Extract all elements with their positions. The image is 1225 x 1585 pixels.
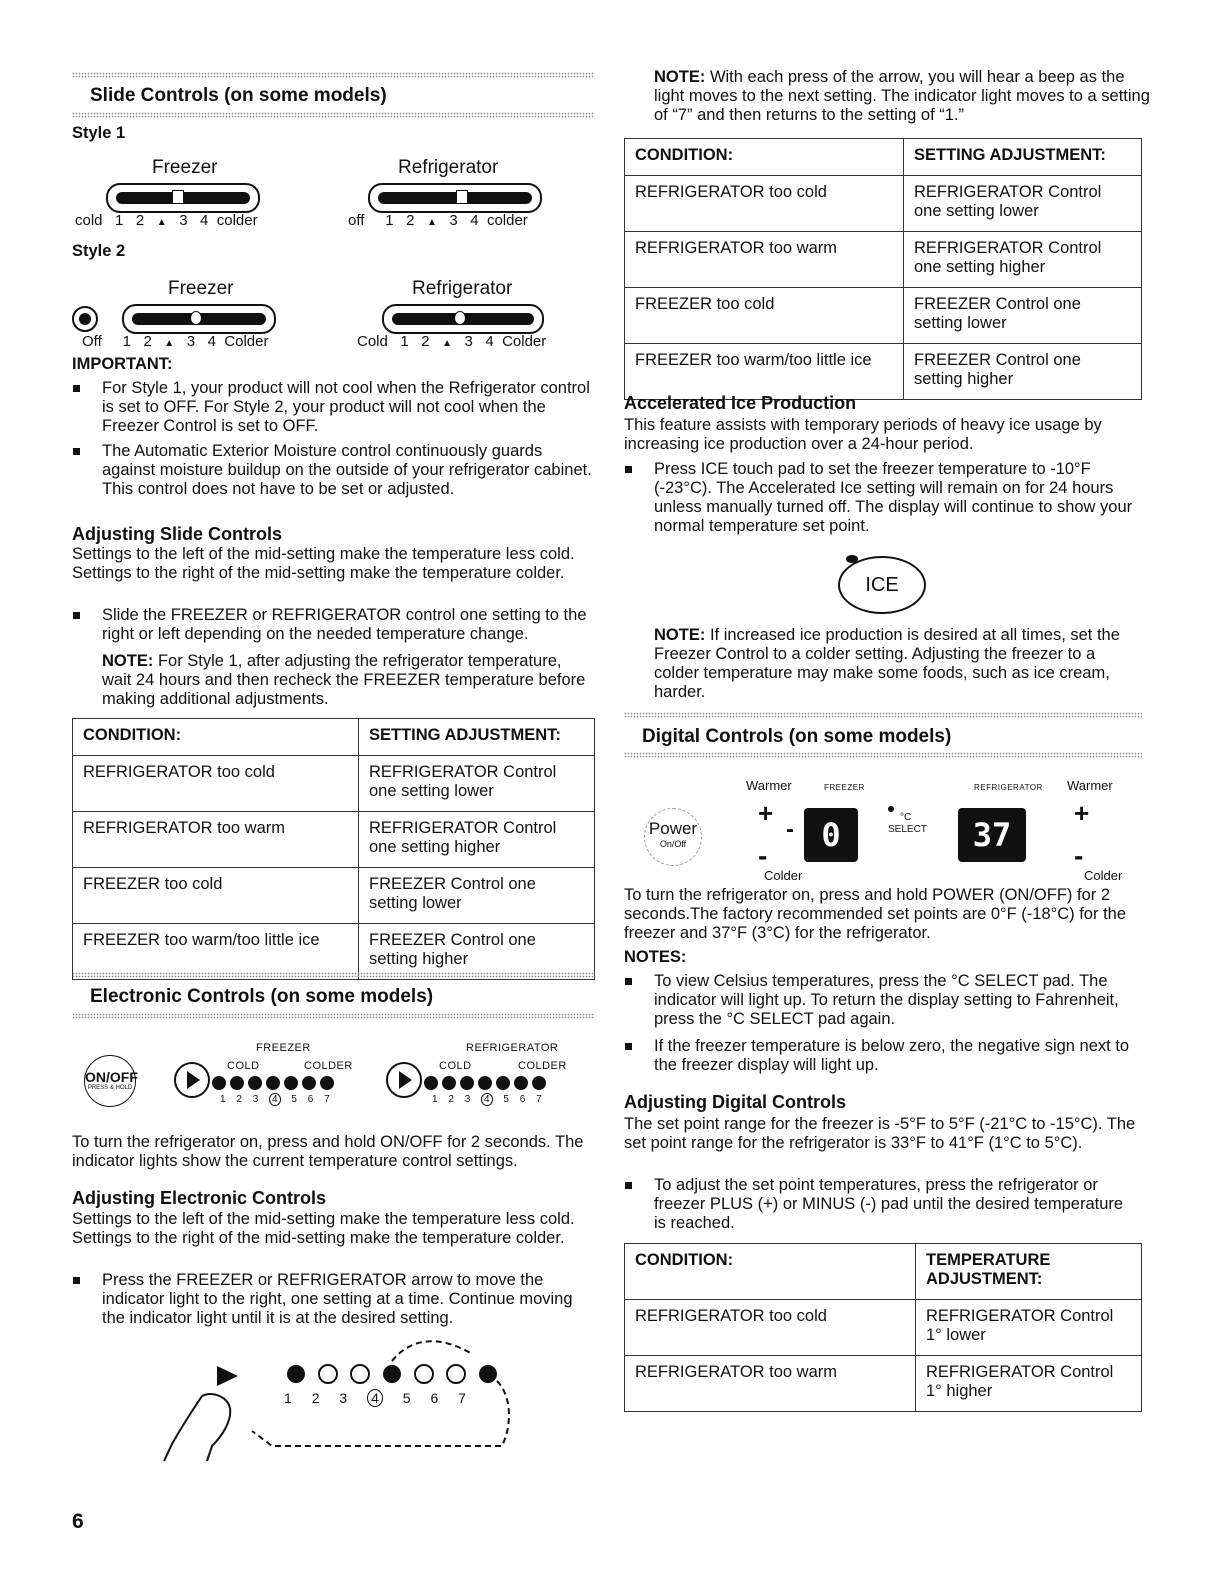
table-row: FREEZER too cold FREEZER Control one setting lower (73, 868, 595, 924)
table-row: REFRIGERATOR too warm REFRIGERATOR Control 1° higher (625, 1356, 1142, 1412)
slide-controls-heading: Slide Controls (on some models) (90, 85, 387, 106)
celsius-select-button[interactable]: SELECT (888, 824, 927, 835)
slider-knob[interactable] (172, 190, 184, 204)
style1-label: Style 1 (72, 124, 126, 142)
adjusting-digital-list (624, 1176, 1139, 1239)
style2-label: Style 2 (72, 242, 126, 260)
accelerated-ice-list (624, 460, 1139, 542)
ice-note: NOTE: If increased ice production is desired at all times, set the Freezer Control to a colder setting. Adjusting the freezer to a colder temperature may make some foods, such as ice cream, harder. (654, 626, 1120, 701)
table-header: SETTING ADJUSTMENT: (359, 719, 595, 756)
freezer-indicator-numbers: 1 2 3 4 5 6 7 (220, 1094, 330, 1105)
adjusting-slide-list (72, 606, 592, 650)
adjusting-slide-heading: Adjusting Slide Controls (72, 524, 282, 544)
refrigerator-colder-label: Colder (1084, 868, 1123, 883)
slider-knob[interactable] (454, 311, 466, 325)
table-row: FREEZER too cold FREEZER Control one setting lower (625, 288, 1142, 344)
list-item: If the freezer temperature is below zero, the negative sign next to the freezer display will light up. (624, 1037, 1139, 1075)
refrigerator-warmer-label: Warmer (1067, 778, 1113, 793)
style2-freezer-label: Freezer (168, 278, 234, 299)
freezer-plus-button[interactable]: + (758, 798, 774, 828)
refrigerator-plus-button[interactable]: + (1074, 798, 1090, 828)
power-button[interactable]: Power On/Off (644, 808, 702, 866)
divider (72, 1013, 595, 1019)
digital-freezer-label: FREEZER (824, 783, 865, 792)
style1-freezer-slider[interactable] (106, 183, 260, 213)
electronic-controls-heading: Electronic Controls (on some models) (90, 986, 434, 1007)
arrow-right-icon (187, 1071, 200, 1089)
elec-refrigerator-label: REFRIGERATOR (466, 1042, 559, 1054)
style2-fridge-scale: Cold 1 2 ▲ 3 4 Colder (357, 333, 547, 350)
celsius-label: °C (900, 812, 912, 823)
celsius-indicator-light (888, 806, 894, 812)
elec-freezer-label: FREEZER (256, 1042, 311, 1054)
style2-freezer-slider[interactable] (122, 304, 276, 334)
table-header: SETTING ADJUSTMENT: (904, 139, 1142, 176)
style2-freezer-scale: Off 1 2 ▲ 3 4 Colder (82, 333, 269, 350)
finger-icon (164, 1394, 230, 1461)
arrow-right-icon (217, 1366, 238, 1386)
important-label: IMPORTANT: (72, 355, 173, 373)
arrow-right-icon (399, 1071, 412, 1089)
adjusting-electronic-heading: Adjusting Electronic Controls (72, 1188, 327, 1208)
style1-refrigerator-slider[interactable] (368, 183, 542, 213)
arrow-note: NOTE: With each press of the arrow, you will hear a beep as the light moves to the next setting. The indicator light moves to a setting of “7” and then returns to the setting of “1.” (654, 68, 1150, 124)
style1-freezer-scale: cold 1 2 ▲ 3 4 colder (75, 212, 258, 229)
freezer-arrow-button[interactable] (174, 1062, 210, 1098)
ice-button[interactable]: ICE (838, 556, 926, 614)
freezer-display: 0 (804, 808, 858, 862)
elec-cold-label: COLD (227, 1060, 260, 1072)
style1-fridge-scale: off 1 2 ▲ 3 4 colder (348, 212, 528, 229)
divider (72, 112, 595, 118)
adjusting-electronic-list (72, 1271, 592, 1334)
adjusting-digital-heading: Adjusting Digital Controls (624, 1092, 846, 1112)
elec-colder-label: COLDER (304, 1060, 353, 1072)
divider (72, 972, 595, 978)
table-header: CONDITION: (625, 139, 904, 176)
accelerated-ice-heading: Accelerated Ice Production (624, 393, 857, 413)
divider (624, 712, 1142, 718)
refrigerator-display: 37 (958, 808, 1026, 862)
onoff-button[interactable]: ON/OFF PRESS & HOLD (84, 1055, 136, 1107)
list-item: The Automatic Exterior Moisture control continuously guards against moisture buildup on the outside of your refrigerator cabinet. This control does not have to be set or adjusted. (72, 442, 592, 499)
table-row: FREEZER too warm/too little ice FREEZER Control one setting higher (73, 924, 595, 980)
adjusting-slide-note: NOTE: For Style 1, after adjusting the refrigerator temperature, wait 24 hours and then recheck the FREEZER temperature before making additional adjustments. (102, 652, 586, 708)
refrigerator-indicator-numbers: 1 2 3 4 5 6 7 (432, 1094, 542, 1105)
refrigerator-minus-button[interactable]: - (1074, 840, 1084, 871)
table-header: CONDITION: (73, 719, 359, 756)
list-item: To view Celsius temperatures, press the °C SELECT pad. The indicator will light up. To return the display setting to Fahrenheit, press the °C SELECT pad again. (624, 972, 1139, 1029)
page-number: 6 (72, 1510, 84, 1533)
elec-cold-label: COLD (439, 1060, 472, 1072)
table-row: REFRIGERATOR too cold REFRIGERATOR Control 1° lower (625, 1300, 1142, 1356)
notes-list (624, 972, 1139, 1081)
table-row: FREEZER too warm/too little ice FREEZER Control one setting higher (625, 344, 1142, 400)
divider (72, 72, 595, 78)
list-item: To adjust the set point temperatures, press the refrigerator or freezer PLUS (+) or MINUS (-) pad until the desired temperature is reached. (624, 1176, 1139, 1233)
accelerated-ice-text: This feature assists with temporary periods of heavy ice usage by increasing ice production over a 24-hour period. (624, 416, 1102, 453)
table-header: CONDITION: (625, 1244, 916, 1300)
list-item: Press the FREEZER or REFRIGERATOR arrow to move the indicator light to the right, one setting at a time. Continue moving the indicator light until it is at the desired setting. (72, 1271, 592, 1328)
style2-refrigerator-slider[interactable] (382, 304, 544, 334)
adjusting-electronic-text: Settings to the left of the mid-setting make the temperature less cold. Settings to the right of the mid-setting make the temperature colder. (72, 1210, 575, 1247)
adjusting-digital-text: The set point range for the freezer is -5°F to 5°F (-21°C to -15°C). The set point range for the refrigerator is 33°F to 41°F (1°C to 5°C). (624, 1115, 1136, 1152)
slide-settings-table (72, 718, 595, 980)
list-item: For Style 1, your product will not cool when the Refrigerator control is set to OFF. For Style 2, your product will not cool when the Freezer Control is set to OFF. (72, 379, 592, 436)
digital-controls-heading: Digital Controls (on some models) (642, 726, 952, 747)
electronic-settings-table (624, 138, 1142, 400)
list-item: Press ICE touch pad to set the freezer temperature to -10°F (-23°C). The Accelerated Ice setting will remain on for 24 hours unless manually turned off. The display will continue to show your normal temperature set point. (624, 460, 1139, 536)
finger-indicator-numbers: 1 2 3 4 5 6 7 (284, 1390, 466, 1406)
table-row: REFRIGERATOR too warm REFRIGERATOR Control one setting higher (73, 812, 595, 868)
style1-refrigerator-label: Refrigerator (398, 157, 499, 178)
electronic-text: To turn the refrigerator on, press and hold ON/OFF for 2 seconds. The indicator lights show the current temperature control settings. (72, 1133, 584, 1170)
table-row: REFRIGERATOR too warm REFRIGERATOR Control one setting higher (625, 232, 1142, 288)
freezer-warmer-label: Warmer (746, 778, 792, 793)
indicator-light-icon (846, 555, 858, 563)
digital-text: To turn the refrigerator on, press and hold POWER (ON/OFF) for 2 seconds.The factory recommended set points are 0°F (-18°C) for the freezer and 37°F (3°C) for the refrigerator. (624, 886, 1127, 942)
list-item: Slide the FREEZER or REFRIGERATOR control one setting to the right or left depending on the needed temperature change. (72, 606, 592, 644)
elec-colder-label: COLDER (518, 1060, 567, 1072)
digital-refrigerator-label: REFRIGERATOR (974, 783, 1043, 792)
freezer-negative-sign: - (786, 816, 794, 843)
divider (624, 752, 1142, 758)
refrigerator-arrow-button[interactable] (386, 1062, 422, 1098)
temperature-table (624, 1243, 1142, 1412)
table-header: TEMPERATURE ADJUSTMENT: (916, 1244, 1142, 1300)
style2-refrigerator-label: Refrigerator (412, 278, 513, 299)
adjusting-slide-text: Settings to the left of the mid-setting make the temperature less cold. Settings to the right of the mid-setting make the temperature colder. (72, 545, 575, 582)
style1-freezer-label: Freezer (152, 157, 218, 178)
slider-knob[interactable] (456, 190, 468, 204)
table-row: REFRIGERATOR too cold REFRIGERATOR Control one setting lower (73, 756, 595, 812)
table-row: REFRIGERATOR too cold REFRIGERATOR Control one setting lower (625, 176, 1142, 232)
power-indicator-icon (72, 306, 98, 332)
important-list (72, 379, 592, 505)
slider-knob[interactable] (190, 311, 202, 325)
notes-label: NOTES: (624, 948, 687, 966)
freezer-colder-label: Colder (764, 868, 803, 883)
freezer-minus-button[interactable]: - (758, 840, 768, 871)
